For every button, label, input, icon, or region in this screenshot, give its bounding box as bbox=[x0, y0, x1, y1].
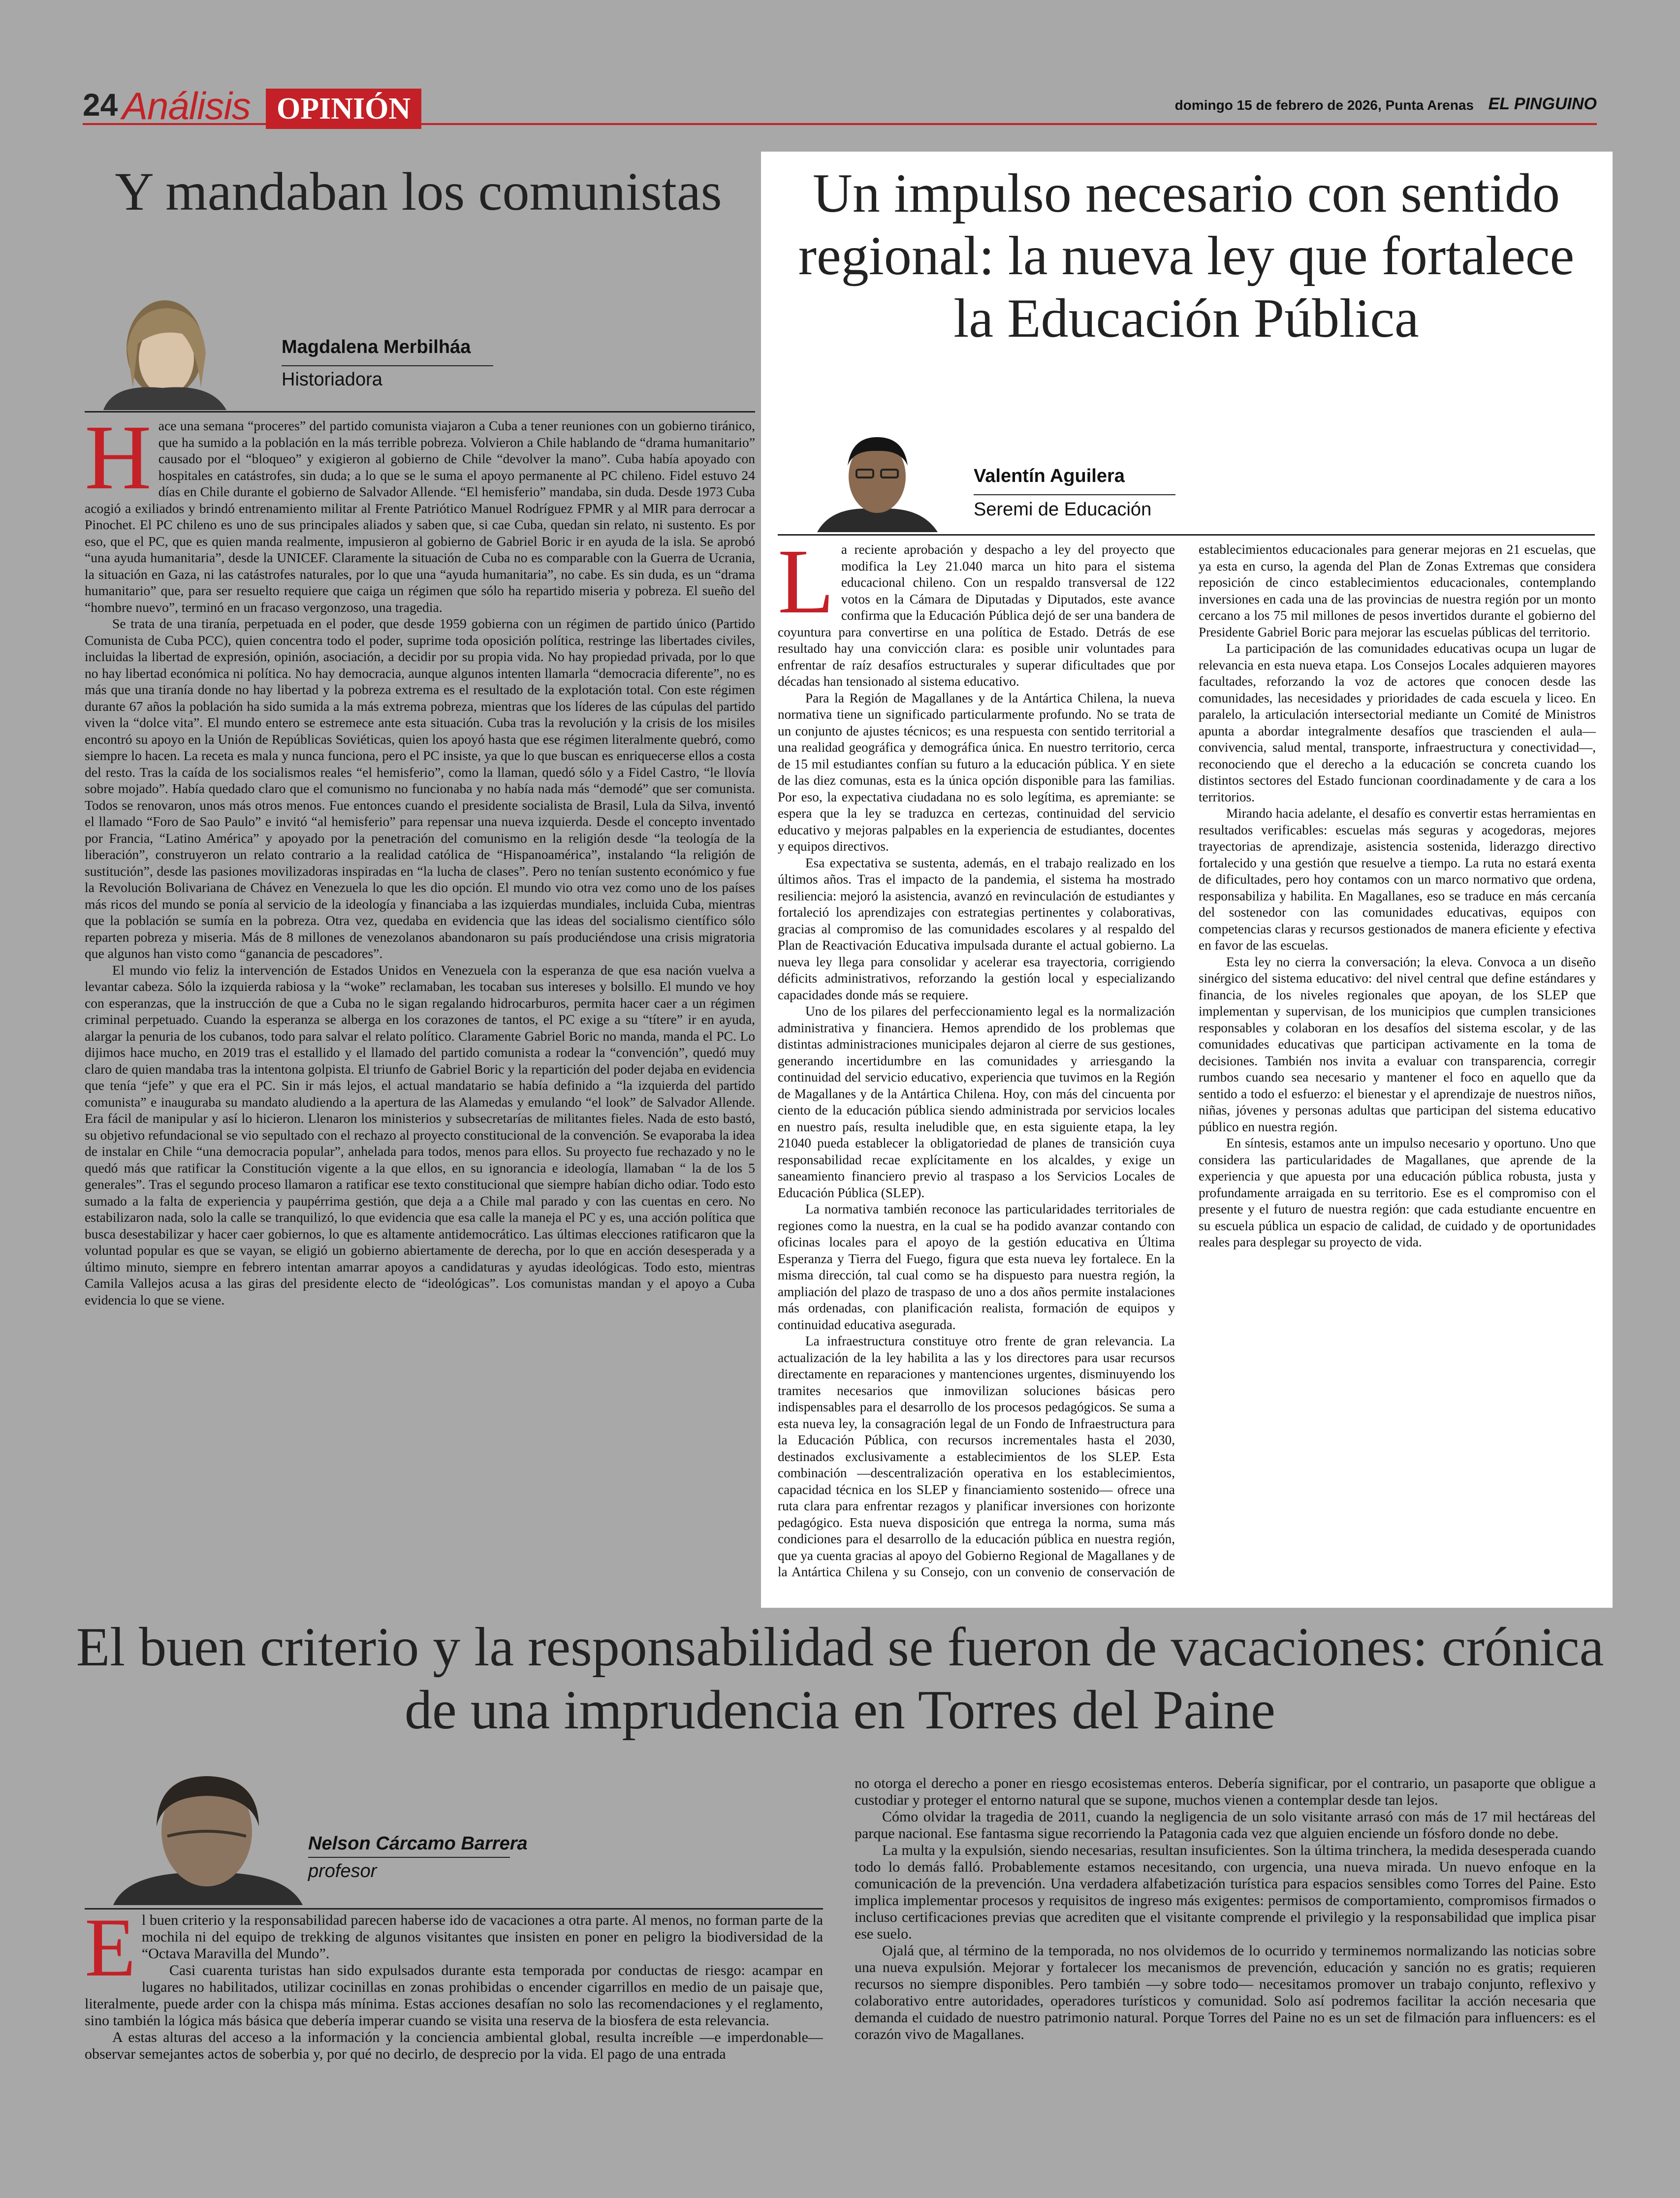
dropcap: E bbox=[85, 1912, 136, 1994]
article-bottom-paragraph: no otorga el derecho a poner en riesgo ecosistemas enteros. Debería significar, por el contrario, un pasaporte que obligue a custodiar y proteger el entorno natural que se supone, muchos vienen a contemplar desde tan lejos. bbox=[855, 1775, 1596, 1808]
dropcap: H bbox=[85, 417, 152, 509]
article-left-author: Magdalena Merbilháa bbox=[282, 337, 471, 357]
article-bottom-column-2 bbox=[855, 1775, 1596, 2149]
article-bottom-paragraph: A estas alturas del acceso a la información y la conciencia ambiental global, resulta increíble —e imperdonable— observar semejantes actos de soberbia y, por qué no decirlo, de desprecio por la vida. El pago de una entrada bbox=[85, 2029, 823, 2062]
page-header bbox=[83, 83, 1597, 128]
article-bottom-role: profesor bbox=[308, 1861, 377, 1881]
article-right-paragraph: Esta ley no cierra la conversación; la eleva. Convoca a un diseño sinérgico del sistema educativo: del nivel central que define estándares y financia, de los niveles regionales que apoyan, de los SLEP que implementan y supervisan, de los municipios que cumplen transiciones responsables y colaboran en los desafíos del sistema escolar, y de las comunidades educativas que participan activamente en la toma de decisiones. También nos invita a evaluar con transparencia, corregir rumbos cuando sea necesario y mantener el foco en aquello que da sentido a todo el esfuerzo: el bienestar y el aprendizaje de nuestros niños, niñas, jóvenes y personas adultas que participan del sistema educativo público en nuestra región. bbox=[1199, 954, 1596, 1134]
article-bottom-title: El buen criterio y la responsabilidad se fueron de vacaciones: crónica de una imprudencia en Torres del Paine bbox=[76, 1617, 1604, 1741]
article-bottom-rule bbox=[85, 1908, 823, 1910]
article-right-paragraph: Mirando hacia adelante, el desafío es convertir estas herramientas en resultados verificables: escuelas más seguras y acogedoras, mejores trayectorias de aprendizaje, asistencia sostenida, liderazgo directivo fortalecido y una gestión que resuelve a tiempo. La ruta no estará exenta de dificultades, pero hoy contamos con un marco normativo que ordena, responsabiliza y habilita. En Magallanes, eso se traduce en más cercanía del sostenedor con las comunidades educativas, equipos con competencias claras y recursos gestionados de manera eficiente y efectiva en favor de las escuelas. bbox=[1199, 806, 1596, 953]
article-bottom-paragraph: Ojalá que, al término de la temporada, no nos olvidemos de lo ocurrido y terminemos normalizando las noticias sobre una nueva expulsión. Mejorar y fortalecer los mecanismos de prevención, educación y sanción no es gratis; requieren recursos no siempre disponibles. Pero también —y sobre todo— necesitamos promover un trabajo conjunto, reflexivo y colaborativo entre autoridades, operadores turísticos y comunidad. Solo así podremos facilitar la acción necesaria que demanda el cuidado de nuestro patrimonio natural. Porque Torres del Paine no es un set de filmación para influencers: es el corazón vivo de Magallanes. bbox=[855, 1943, 1596, 2042]
publication-name: EL PINGUINO bbox=[1488, 95, 1597, 113]
author-rule bbox=[308, 1857, 510, 1858]
article-left-paragraph: Se trata de una tiranía, perpetuada en el poder, que desde 1959 gobierna con un régimen de partido único (Partido Comunista de Cuba PCC), quien concentra todo el poder, suprime toda oposición política, restringe las libertades civiles, incluidas la libertad de expresión, opinión, asociación, a decidir por su propia vida. No hay propiedad privada, por lo que no hay libertad económica ni política. No hay democracia, aunque algunos intenten llamarla “democracia diferente”, no es más que una tiranía donde no hay libertad y la pobreza extrema es el resultado de la explotación total. Con este régimen durante 67 años la población ha sido sumida a la más extrema pobreza, mientras que los líderes de las cúpulas del partido viven la “dolce vita”. El mundo entero se estremece ante esta situación. Cuba tras la revolución y la crisis de los misiles encontró su apoyo en la Unión de Repúblicas Soviéticas, quien los apoyó hasta que ese régimen literalmente quebró, como siempre lo hacen. La receta es mala y nunca funciona, pero el PC insiste, ya que lo que buscan es enriquecerse ellos a costa del resto. Tras la caída de los socialismos reales “el hemisferio”, como la llaman, quedó sólo y a Fidel Castro, “le llovía sobre mojado”. Había quedado claro que el comunismo no funcionaba y no había nada más “demodé” que ser comunista. Todos se renovaron, unos más otros menos. Fue entonces cuando el presidente socialista de Brasil, Lula da Silva, inventó el llamado “Foro de Sao Paulo” e invitó “al hemisferio” para repensar una nueva izquierda. Desde el concepto inventado por Francia, “Latino América” y apoyado por la penetración del comunismo en la religión desde “la teología de la liberación”, construyeron un relato contrario a la realidad católica de “Hispanoamérica”, instalando “la religión de sustitución”, desde las pasiones movilizadoras inspiradas en “la lucha de clases”. Pero no tenían sustento económico y fue la Revolución Bolivariana de Chávez en Venezuela lo que les dio opción. El mundo vio otra vez como uno de los países más ricos del mundo se ponía al servicio de la ideología y financiaba a las izquierdas mundiales, incluida Cuba, mientras que la población se sumía en la pobreza. Otra vez, quedaba en evidencia que las ideas del socialismo científico sólo reparten pobreza y miseria. Más de 8 millones de venezolanos abandonaron su país produciéndose una crisis migratoria que algunos han visto como “ganancia de pescadores”. bbox=[85, 616, 755, 961]
article-left-paragraph: Hace una semana “proceres” del partido comunista viajaron a Cuba a tener reuniones con un gobierno tiránico, que ha sumido a la población en la más terrible pobreza. Volvieron a Chile hablando de “drama humanitario” causado por el “bloqueo” y exigieron al gobierno de Chile “devolver la mano”. Cuba había apoyado con hospitales en catástrofes, sin duda; a lo que se le suma el apoyo permanente al PC chileno. Fidel estuvo 24 días en Chile durante el gobierno de Salvador Allende. “El hemisferio” mandaba, sin duda. Desde 1973 Cuba acogió a exiliados y brindó entrenamiento militar al Frente Patriótico Manuel Rodríguez FPMR y al MIR para derrocar a Pinochet. El PC chileno es uno de sus principales aliados y saben que, si cae Cuba, quedan sin relato, ni sustento. Es por eso, que el PC, que es quien manda realmente, impusieron al gobierno de Gabriel Boric ir en ayuda de la isla. Se aprobó “una ayuda humanitaria”, desde la UNICEF. Claramente la situación de Cuba no es comparable con la Guerra de Ucrania, la situación en Gaza, ni las catástrofes naturales, por lo que una “ayuda humanitaria”, no cabe. Es sin duda, es un “drama humanitario” que, para ser resuelto requiere que caiga un régimen que sólo ha repartido miseria y pobreza. El sueño del “hombre nuevo”, terminó en un fracaso vergonzoso, una tragedia. bbox=[85, 417, 755, 615]
article-right-paragraph: La infraestructura constituye otro frente de gran relevancia. La actualización de la ley habilita a las y los directores para usar recursos directamente en reparaciones y mantenciones urgentes, disminuyendo los tramites necesarios que inmovilizan soluciones básicas pero indispensables para el desarrollo de los procesos pedagógicos. Se suma a esta nueva ley, la consagración legal de un Fondo de Infraestructura para la Educación Pública, con recursos incrementales hasta el 2030, destinados exclusivamente a establecimientos de los SLEP. Esta combinación —descentralización operativa en los establecimientos, capacidad técnica en los SLEP y financiamiento sostenido— ofrece una ruta clara para enfrentar rezagos y planificar inversiones con horizonte pedagógico. Esta nueva disposición que entrega la norma, suma más condiciones para el desarrollo de la educación pública en nuestra región, que ya cuenta gracias al apoyo del Gobierno Regional de Magallanes y de la Antártica Chilena y su Consejo, con un convenio de conservación de establecimientos educacionales para generar mejoras en 21 escuelas, que ya esta en curso, la agenda del Plan de Zonas Extremas que considera reposición de cinco establecimientos educacionales, contemplando inversiones en cada una de las provincias de nuestra región por un monto cercano a los 75 mil millones de pesos invertidos durante el gobierno del Presidente Gabriel Boric para mejorar las escuelas públicas del territorio. bbox=[778, 542, 1596, 1579]
article-left-body bbox=[85, 417, 755, 1579]
article-left-paragraph: El mundo vio feliz la intervención de Estados Unidos en Venezuela con la esperanza de que esa nación vuelva a levantar cabeza. Sólo la izquierda rabiosa y la “woke” reclamaban, les tocaban sus intereses y bolsillo. El mundo ve hoy con esperanzas, que la instrucción de que a Cuba no le sigan regalando hidrocarburos, permita hacer caer a un régimen criminal perpetuado. Cuando la esperanza se alberga en los corazones de tantos, el PC exige a su “títere” ir en ayuda, alargar la penuria de los cubanos, todo para salvar el relato político. Claramente Gabriel Boric no manda, manda el PC. Lo dijimos hace mucho, en 2019 tras el estallido y el llamado del partido comunista a rodear la “convención”, quedó muy claro de quien mandaba tras la intentona golpista. El triunfo de Gabriel Boric y la repartición del poder dejaba en evidencia que tenía “jefe” y que era el PC. Sin ir más lejos, el actual mandatario se había definido a “la izquierda del partido comunista” e inauguraba su mandato aludiendo a la apertura de las Alamedas y emulando “el look” de Salvador Allende. Era fácil de manipular y así lo hicieron. Llenaron los ministerios y subsecretarías de militantes fieles. Nada de esto bastó, su objetivo refundacional se vio sepultado con el rechazo al proyecto constitucional de la convención. Se evaporaba la idea de instalar en Chile “una democracia popular”, anhelada para todos, menos para ellos. Su proyecto fue rechazado y no le quedó más que ratificar la Constitución vigente a la que ellos, en su ignorancia e ideología, llamaban “ la de los 5 generales”. Tras el segundo proceso llamaron a ratificar ese texto constitucional que siempre habían dicho odiar. Todo esto sumado a la falta de experiencia y paupérrima gestión, que deja a a Chile mal parado y con las cuentas en cero. No estabilizaron nada, solo la calle se tranquilizó, lo que evidencia que esa calle la maneja el PC y es, una acción política que busca desestabilizar y hacer caer gobiernos, lo que es altamente antidemocrático. Las últimas elecciones ratificaron que la voluntad popular es que se vayan, se eligió un gobierno abiertamente de derecha, por lo que en acción desesperada y a último minuto, siempre en febrero intentan amarrar apoyos a candidaturas y ayudas ideológicas. Todo esto, mientras Camila Vallejos acusa a las giras del presidente electo de “ideológicas”. Los comunistas mandan y el apoyo a Cuba evidencia lo que se viene. bbox=[85, 962, 755, 1307]
article-right-paragraph: Para la Región de Magallanes y de la Antártica Chilena, la nueva normativa tiene un significado particularmente profundo. No se trata de un conjunto de ajustes técnicos; es una respuesta con sentido territorial a una realidad geográfica y demográfica única. En nuestro territorio, cerca de 15 mil estudiantes confían su futuro a la educación pública. Y en siete de las diez comunas, esta es la única opción disponible para las familias. Por eso, la expectativa ciudadana no es solo legítima, es apremiante: se espera que la ley se traduzca en certezas, continuidad del servicio educativo y mejoras palpables en la experiencia de estudiantes, docentes y equipos directivos. bbox=[778, 690, 1175, 854]
author-rule bbox=[974, 494, 1175, 495]
section-tag: OPINIÓN bbox=[266, 89, 421, 129]
article-bottom-paragraph: La multa y la expulsión, siendo necesarias, resultan insuficientes. Son la última trinchera, la medida desesperada cuando todo lo demás falló. Probablemente estamos necesitando, con urgencia, una nueva mirada. Un nuevo enfoque en la comunicación de la prevención. Una verdadera alfabetización turística para espacios sensibles como Torres del Paine. Esto implica implementar procesos y requisitos de ingreso más exigentes: permisos de comportamiento, compromisos firmados o incluso certificaciones previas que acrediten que el visitante comprende el privilegio y la responsabilidad que implica pisar ese suelo. bbox=[855, 1842, 1596, 1942]
section-name: Análisis bbox=[122, 84, 251, 127]
article-bottom-paragraph: Cómo olvidar la tragedia de 2011, cuando la negligencia de un solo visitante arrasó con más de 17 mil hectáreas del parque nacional. Ese fantasma sigue recorriendo la Patagonia cada vez que alguien enciende un fósforo donde no debe. bbox=[855, 1809, 1596, 1842]
date-place: domingo 15 de febrero de 2026, Punta Arenas bbox=[1174, 97, 1474, 113]
article-bottom-author: Nelson Cárcamo Barrera bbox=[308, 1833, 528, 1854]
article-right-paragraph: Esa expectativa se sustenta, además, en el trabajo realizado en los últimos años. Tras el impacto de la pandemia, el sistema ha mostrado resiliencia: mejoró la asistencia, avanzó en revinculación de estudiantes y fortaleció los aprendizajes con estrategias pertinentes y colaborativas, gracias al compromiso de las comunidades escolares y al respaldo del Plan de Reactivación Educativa impulsada durante el actual gobierno. La nueva ley llega para consolidar y acelerar esa trayectoria, corrigiendo déficits administrativos, reforzando la gestión local y especializando capacidades donde más se requiere. bbox=[778, 855, 1175, 1002]
article-right-role: Seremi de Educación bbox=[974, 499, 1152, 520]
header-rule bbox=[83, 123, 1597, 125]
article-right-body bbox=[778, 542, 1596, 1585]
article-left-title: Y mandaban los comunistas bbox=[115, 161, 722, 222]
page-number: 24 bbox=[83, 87, 118, 123]
author-photo-aguilera bbox=[802, 431, 950, 532]
article-right-author: Valentín Aguilera bbox=[974, 466, 1125, 486]
article-bottom-paragraph: Casi cuarenta turistas han sido expulsados durante esta temporada por conductas de riesgo: acampar en lugares no habilitados, utilizar cocinillas en zonas prohibidas o encender cigarrillos en medio de un paisaje que, literalmente, puede arder con la chispa más mínima. Estas acciones desafían no solo las recomendaciones y el reglamento, sino también la lógica más básica que debería imperar cuando se visita una reserva de la biosfera de esta relevancia. bbox=[85, 1962, 823, 2029]
article-right-title: Un impulso necesario con sentido regional: la nueva ley que fortalece la Educación Pública bbox=[798, 163, 1575, 349]
article-bottom-paragraph: El buen criterio y la responsabilidad parecen haberse ido de vacaciones a otra parte. Al menos, no forman parte de la mochila ni del equipo de trekking de algunos visitantes que insisten en poner en peligro la biodiversidad de la “Octava Maravilla del Mundo”. bbox=[85, 1912, 823, 1994]
article-right-paragraph: La participación de las comunidades educativas ocupa un lugar de relevancia en esta nueva etapa. Los Consejos Locales adquieren mayores facultades, reforzando la voz de actores que conocen desde las comunidades, las necesidades y prioridades de cada escuela y liceo. En paralelo, la articulación intersectorial mediante un Comité de Ministros apunta a abordar integralmente desafíos que trascienden el aula— convivencia, salud mental, transporte, infraestructura y conectividad—, reconociendo que el derecho a la educación se concreta cuando los distintos sectores del Estado funcionan coordinadamente y de cara a los territorios. bbox=[1199, 641, 1596, 804]
dropcap: L bbox=[778, 542, 834, 633]
author-rule bbox=[282, 365, 493, 366]
article-left-rule bbox=[85, 411, 755, 413]
article-right-paragraph: La normativa también reconoce las particularidades territoriales de regiones como la nuestra, en la cual se ha podido avanzar contando con oficinas locales para el apoyo de la gestión educativa en Última Esperanza y Tierra del Fuego, figura que esta nueva ley fortalece. En la misma dirección, tal cual como se ha dispuesto para nuestra región, la ampliación del plazo de traspaso de uno a dos años permite instalaciones más ordenadas, con planificación realista, formación de equipos y continuidad educativa asegurada. bbox=[778, 1202, 1175, 1332]
article-right-paragraph: En síntesis, estamos ante un impulso necesario y oportuno. Uno que considera las particularidades de Magallanes, que aprende de la experiencia y que apuesta por una educación pública robusta, justa y profundamente arraigada en su territorio. Ese es el compromiso con el presente y el futuro de nuestra región: que cada estudiante encuentre en su escuela pública un espacio de calidad, de cuidado y de oportunidades reales para desplegar su proyecto de vida. bbox=[1199, 1136, 1596, 1249]
article-right-rule bbox=[778, 534, 1595, 536]
article-right-paragraph: Uno de los pilares del perfeccionamiento legal es la normalización administrativa y financiera. Hemos aprendido de los problemas que distintas administraciones municipales dejaron al cierre de sus gestiones, generando incertidumbre en las comunidades y arriesgando la continuidad del servicio educativo, experiencia que tuvimos en la Región de Magallanes y de la Antártica Chilena. Hoy, con más del cincuenta por ciento de la educación pública siendo administrada por servicios locales en nuestro país, resulta ineludible que, en esta siguiente etapa, la ley 21040 pueda establecer la obligatoriedad de planes de transición cuya responsabilidad recae explícitamente en los alcaldes, y exige un saneamiento financiero previo al traspaso a los Servicios Locales de Educación Pública (SLEP). bbox=[778, 1004, 1175, 1200]
article-right-paragraph: La reciente aprobación y despacho a ley del proyecto que modifica la Ley 21.040 marca un hito para el sistema educacional chileno. Con un respaldo transversal de 122 votos en la Cámara de Diputadas y Diputados, este avance confirma que la Educación Pública dejó de ser una bandera de coyuntura para convertirse en una política de Estado. Detrás de ese resultado hay una convicción clara: es posible unir voluntades para enfrentar de raíz desafíos estructurales y superar dificultades que por décadas han tensionado al sistema educativo. bbox=[778, 542, 1175, 689]
article-bottom-column-1 bbox=[85, 1912, 823, 2119]
author-photo-carcamo bbox=[108, 1767, 305, 1905]
article-left-role: Historiadora bbox=[282, 369, 382, 390]
author-photo-merbilhaa bbox=[84, 289, 231, 410]
